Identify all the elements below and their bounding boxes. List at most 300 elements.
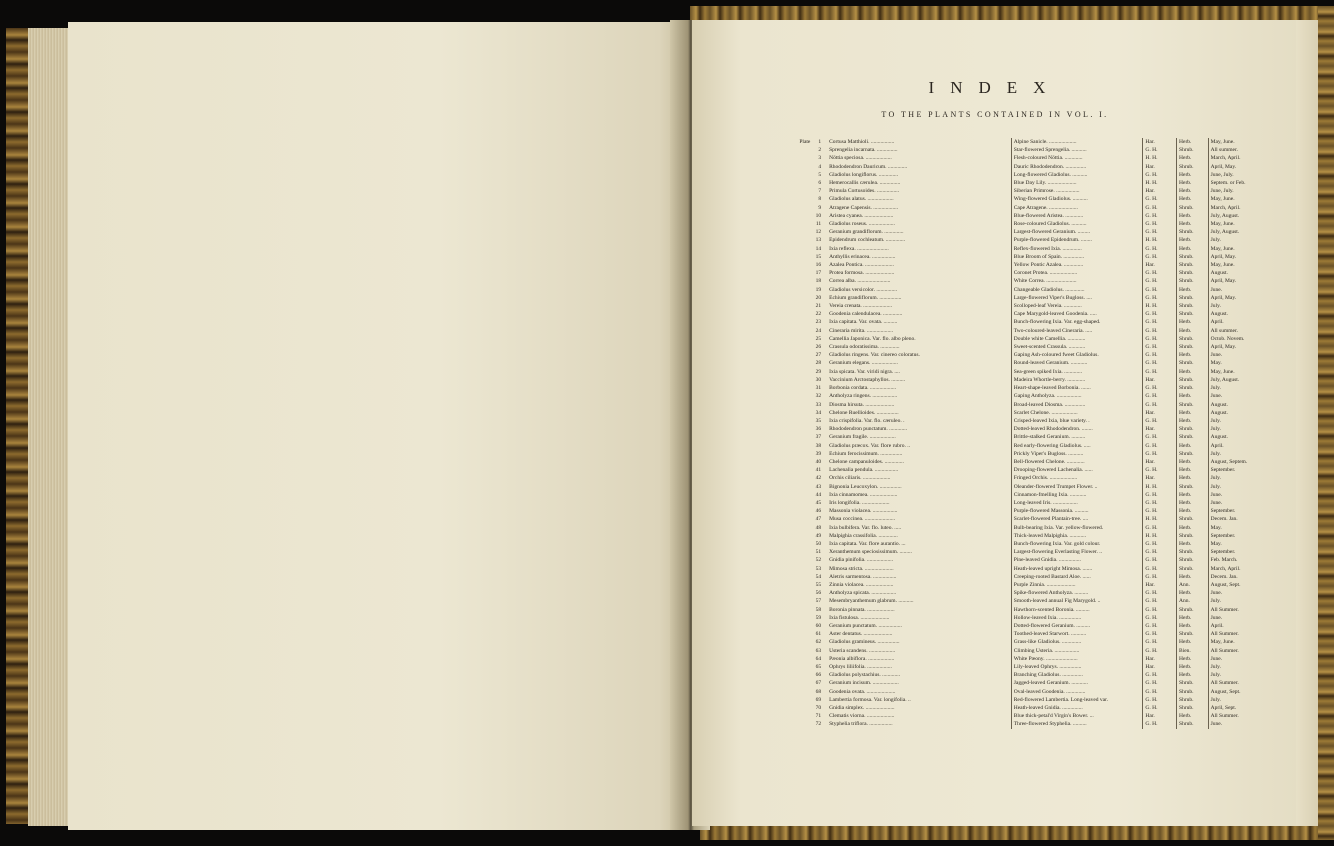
plate-number: 8 [818,196,822,203]
plate-number: 64 [815,655,822,662]
latin-name: Gnidia simplex. ..................... [827,704,1011,712]
latin-name: Musa coccinea. ...................... [827,515,1011,523]
flowering-time: June. [1210,614,1223,621]
plant-habit: Herb. [1177,573,1209,581]
plant-habit: Shrub. [1177,163,1209,171]
index-row [770,524,1274,532]
plate-number: 14 [815,245,822,252]
english-name: Prickly Viper's Bugloss. ........... [1011,450,1143,458]
plant-habit: Shrub. [1177,294,1209,302]
house-type: G. H. [1143,630,1177,638]
plate-number: 18 [815,278,822,285]
house-type: G. H. [1143,368,1177,376]
index-row [770,335,1274,343]
latin-name: Massonia violacea. .................. [827,507,1011,515]
flowering-time: July. [1210,483,1221,490]
plate-number: 61 [815,631,822,638]
plant-habit: Shrub. [1177,335,1209,343]
plant-habit: Shrub. [1177,606,1209,614]
english-name: White Pæony. ....................... [1011,655,1143,663]
english-name: Gaping Ash-coloured fweet Gladiolus. [1011,351,1143,359]
plate-number: 23 [815,319,822,326]
plant-index-body [770,138,1274,729]
flowering-time: April. [1210,319,1224,326]
latin-name: Azalea Pontica. ..................... [827,261,1011,269]
plate-number: 44 [815,491,822,498]
plate-number: 65 [815,664,822,670]
index-row [770,310,1274,318]
flowering-time: All Summer. [1210,647,1239,654]
house-type: H. H. [1143,236,1177,244]
plate-number: 63 [815,647,822,654]
english-name: Branching Gladiolus. ............... [1011,671,1143,679]
plant-habit: Herb. [1177,474,1209,482]
latin-name: Gladiolus alatus. ................... [827,195,1011,203]
latin-name: Vaccinium Arctostaphyllos. .......... [827,376,1011,384]
index-row [770,171,1274,179]
english-name: Brittle-stalked Geranium. .......... [1011,433,1143,441]
plant-habit: Ann. [1177,597,1209,605]
flowering-time: July. [1210,672,1221,679]
plate-number: 26 [815,344,822,351]
english-name: Dotted-flowered Geranium. .......... [1011,622,1143,630]
index-row [770,499,1274,507]
latin-name: Hemerocallis cærulea. ............... [827,179,1011,187]
latin-name: Ixia crispifolia. Var. flo. cæruleo. . [827,417,1011,425]
house-type: G. H. [1143,318,1177,326]
plate-number: 42 [815,475,822,482]
index-title: INDEX [928,78,1062,97]
gilt-spine-left [6,28,28,824]
house-type: G. H. [1143,491,1177,499]
house-type: G. H. [1143,688,1177,696]
house-type: Har. [1143,663,1177,671]
plant-habit: Shrub. [1177,228,1209,236]
latin-name: Aster dentatus. ..................... [827,630,1011,638]
index-row [770,466,1274,474]
english-name: Heath-leaved Gnidia. ............... [1011,704,1143,712]
index-row [770,720,1274,728]
flowering-time: September. [1210,508,1236,515]
plant-habit: Herb. [1177,614,1209,622]
house-type: Har. [1143,655,1177,663]
index-row [770,195,1274,203]
latin-name: Echium grandiflorum. ................ [827,294,1011,302]
latin-name: Atragene Capensis. .................. [827,204,1011,212]
index-row [770,581,1274,589]
english-name: Long-flowered Gladiolus. ........... [1011,171,1143,179]
plate-number: 60 [815,622,822,629]
plant-habit: Herb. [1177,491,1209,499]
latin-name: Chelone campanuloides. .............. [827,458,1011,466]
plant-habit: Herb. [1177,236,1209,244]
house-type: G. H. [1143,638,1177,646]
latin-name: Bignonia Leucoxylon. ................ [827,483,1011,491]
index-row [770,696,1274,704]
english-name: Pine-leaved Gnidia. ................ [1011,556,1143,564]
house-type: G. H. [1143,524,1177,532]
plant-habit: Herb. [1177,318,1209,326]
page-edges [28,28,70,826]
english-name: Oval-leaved Goodenia. .............. [1011,688,1143,696]
flowering-time: June. [1210,655,1223,662]
latin-name: Cineraria mirita. ................... [827,327,1011,335]
plant-habit: Herb. [1177,327,1209,335]
flowering-time: Decem. Jan. [1210,573,1238,580]
plate-number: 32 [815,393,822,400]
index-row [770,515,1274,523]
house-type: G. H. [1143,212,1177,220]
english-name: Blue-flowered Aristea. ............. [1011,212,1143,220]
flowering-time: June. [1210,352,1223,359]
plant-habit: Shrub. [1177,425,1209,433]
latin-name: Ixia capitata. Var. flore aurantio. ... [827,540,1011,548]
latin-name: Pæonia albiflora. ................... [827,655,1011,663]
plant-habit: Herb. [1177,712,1209,720]
latin-name: Ixia cinnamomea. .................... [827,491,1011,499]
index-row [770,663,1274,671]
latin-name: Lachenalia pendula. ................. [827,466,1011,474]
english-name: Fringed Orchis. .................... [1011,474,1143,482]
index-row [770,458,1274,466]
index-row [770,688,1274,696]
flowering-time: March, April. [1210,565,1241,572]
flowering-time: All summer. [1210,327,1238,334]
plant-habit: Herb. [1177,458,1209,466]
index-row [770,712,1274,720]
plate-number: 30 [815,376,822,383]
plate-number: 48 [815,524,822,531]
english-name: Bunch-flowering Ixia. Var. egg-shaped. [1011,318,1143,326]
flowering-time: May, June. [1210,245,1235,252]
flowering-time: July. [1210,664,1221,670]
plate-number: 46 [815,508,822,515]
plate-number: 69 [815,696,822,703]
house-type: Har. [1143,474,1177,482]
flowering-time: June, July. [1210,188,1234,195]
latin-name: Geranium grandiflorum. .............. [827,228,1011,236]
plant-habit: Herb. [1177,663,1209,671]
index-row [770,556,1274,564]
house-type: H. H. [1143,302,1177,310]
english-name: Dauric Rhododendron. ............... [1011,163,1143,171]
plant-habit: Shrub. [1177,302,1209,310]
plant-habit: Herb. [1177,507,1209,515]
flowering-time: March, April. [1210,155,1241,162]
plate-number: 43 [815,483,822,490]
latin-name: Vereia crenata. ..................... [827,302,1011,310]
latin-name: Aristea cyanea. ..................... [827,212,1011,220]
index-row [770,351,1274,359]
index-row [770,163,1274,171]
flowering-time: May, June. [1210,639,1235,646]
english-name: Dotted-leaved Rhododendron. ........ [1011,425,1143,433]
house-type: Har. [1143,409,1177,417]
english-name: Blue thick-petal'd Virgin's Bower. ... [1011,712,1143,720]
plate-number: 13 [815,237,822,244]
plate-number: 58 [815,606,822,613]
house-type: G. H. [1143,540,1177,548]
plant-habit: Shrub. [1177,556,1209,564]
plate-number: 21 [815,303,822,310]
latin-name: Gladiolus versicolor. ............... [827,286,1011,294]
index-row [770,146,1274,154]
english-name: Purple Zinnia. ..................... [1011,581,1143,589]
plate-number: 5 [818,171,822,178]
index-row [770,228,1274,236]
flowering-time: May, June. [1210,368,1235,375]
index-row [770,671,1274,679]
plate-number: 55 [815,581,822,588]
house-type: Har. [1143,712,1177,720]
index-row [770,433,1274,441]
index-row [770,401,1274,409]
plant-habit: Herb. [1177,499,1209,507]
index-row [770,622,1274,630]
flowering-time: May. [1210,540,1222,547]
plate-number: 35 [815,417,822,424]
house-type: H. H. [1143,532,1177,540]
latin-name: Ixia spicata. Var. viridi nigra. .... [827,368,1011,376]
flowering-time: August. [1210,270,1228,277]
plant-habit: Shrub. [1177,253,1209,261]
plate-number: 68 [815,688,822,695]
plant-habit: Shrub. [1177,310,1209,318]
latin-name: Iris longifolia. .................... [827,499,1011,507]
english-name: Rose-coloured Gladiolus. ........... [1011,220,1143,228]
flowering-time: September. [1210,549,1236,556]
index-row [770,318,1274,326]
index-row [770,269,1274,277]
plant-habit: Ann. [1177,581,1209,589]
latin-name: Orchis ciliaris. .................... [827,474,1011,482]
plate-number: 25 [815,335,822,342]
english-name: Purple-flowered Massonia. .......... [1011,507,1143,515]
index-row [770,277,1274,285]
english-name: Climbing Usteria. .................. [1011,647,1143,655]
plate-number: 50 [815,540,822,547]
plant-habit: Shrub. [1177,261,1209,269]
index-row [770,245,1274,253]
house-type: G. H. [1143,622,1177,630]
latin-name: Ixia capitata. Var. ovata. .......... [827,318,1011,326]
gilt-border-bottom [700,826,1334,840]
latin-name: Geranium elegans. ................... [827,359,1011,367]
latin-name: Geranium fragile. ................... [827,433,1011,441]
english-name: Yellow Pontic Azalea. .............. [1011,261,1143,269]
flowering-time: All Summer. [1210,680,1239,687]
latin-name: Ixia bulbifera. Var. flo. luteo. ..... [827,524,1011,532]
index-row [770,647,1274,655]
plant-habit: Herb. [1177,138,1209,146]
flowering-time: April, Sept. [1210,705,1237,712]
plate-number: 47 [815,516,822,523]
house-type: G. H. [1143,565,1177,573]
english-name: Scolloped-leaf Vereia. ............. [1011,302,1143,310]
house-type: G. H. [1143,228,1177,236]
plant-habit: Shrub. [1177,277,1209,285]
index-row [770,606,1274,614]
latin-name: Boronia pinnata. .................... [827,606,1011,614]
latin-name: Nöttia speciosa. ................... [827,154,1011,162]
flowering-time: August. [1210,401,1228,408]
latin-name: Antholyza spicata. .................. [827,589,1011,597]
plate-number: 57 [815,598,822,605]
house-type: G. H. [1143,220,1177,228]
english-name: Two-coloured-leaved Cineraria. ..... [1011,327,1143,335]
plant-habit: Shrub. [1177,679,1209,687]
flowering-time: June. [1210,286,1223,293]
plate-number: 12 [815,229,822,236]
index-row [770,532,1274,540]
index-row [770,343,1274,351]
plant-habit: Herb. [1177,622,1209,630]
plate-number: 10 [815,212,822,219]
flowering-time: April, May. [1210,278,1237,285]
house-type: Har. [1143,163,1177,171]
flowering-time: May, June. [1210,196,1235,203]
flowering-time: September. [1210,532,1236,539]
english-name: Star-flowered Sprengelia. ........... [1011,146,1143,154]
plant-habit: Shrub. [1177,401,1209,409]
english-name: Bell-flowered Chelone. ............. [1011,458,1143,466]
house-type: G. H. [1143,277,1177,285]
latin-name: Rhododendron punctatum. ............. [827,425,1011,433]
latin-name: Styphelia triflora. ................. [827,720,1011,728]
flowering-time: July. [1210,426,1221,433]
plant-habit: Herb. [1177,368,1209,376]
plate-number: 34 [815,409,822,416]
plant-habit: Herb. [1177,638,1209,646]
english-name: Toothed-leaved Starwort. ........... [1011,630,1143,638]
plate-number: 37 [815,434,822,441]
english-name: Hollow-leaved Ixia. ................ [1011,614,1143,622]
flowering-time: June. [1210,590,1223,597]
index-row [770,187,1274,195]
plate-number: 15 [815,253,822,260]
index-row [770,261,1274,269]
index-row [770,212,1274,220]
house-type: G. H. [1143,294,1177,302]
english-name: Alpine Sanicle. .................... [1011,138,1143,146]
plant-habit: Shrub. [1177,450,1209,458]
index-row [770,507,1274,515]
plate-number: 45 [815,499,822,506]
house-type: G. H. [1143,417,1177,425]
latin-name: Diosma hirsuta. ..................... [827,401,1011,409]
latin-name: Gladiolus ringens. Var. cinereo coloratus. [827,351,1011,359]
flowering-time: August, Septem. [1210,458,1248,465]
index-row [770,483,1274,491]
plant-habit: Herb. [1177,220,1209,228]
plant-habit: Herb. [1177,187,1209,195]
house-type: G. H. [1143,671,1177,679]
house-type: G. H. [1143,720,1177,728]
plate-number: 49 [815,532,822,539]
flowering-time: July. [1210,385,1221,392]
house-type: G. H. [1143,679,1177,687]
plant-habit: Shrub. [1177,515,1209,523]
english-name: Scarlet Chelone. ................... [1011,409,1143,417]
plant-habit: Herb. [1177,442,1209,450]
english-name: Red early-flowering Gladiolus. ..... [1011,442,1143,450]
plant-habit: Herb. [1177,466,1209,474]
plant-habit: Shrub. [1177,630,1209,638]
house-type: G. H. [1143,401,1177,409]
flowering-time: April, May. [1210,294,1237,301]
house-type: G. H. [1143,450,1177,458]
house-type: H. H. [1143,154,1177,162]
index-row [770,540,1274,548]
flowering-time: July, August. [1210,229,1240,236]
house-type: G. H. [1143,433,1177,441]
flowering-time: June. [1210,393,1223,400]
house-type: G. H. [1143,499,1177,507]
latin-name: Ophrys liliifolia. .................. [827,663,1011,671]
latin-name: Mesembryanthemum glabrum. ........... [827,597,1011,605]
plate-number: 39 [815,450,822,457]
flowering-time: May. [1210,524,1222,531]
latin-name: Anthyllis erinacea. ................. [827,253,1011,261]
plate-number: 17 [815,270,822,277]
latin-name: Echium ferocissimum. ................ [827,450,1011,458]
english-name: Wing-flowered Gladiolus. ........... [1011,195,1143,203]
english-name: Coronet Protea. .................... [1011,269,1143,277]
plant-index-table [770,138,1274,729]
english-name: Sea-green spiked Ixia. ............. [1011,368,1143,376]
index-row [770,359,1274,367]
plant-habit: Shrub. [1177,696,1209,704]
right-page-edge [1296,20,1318,826]
plate-number: 56 [815,590,822,597]
plant-habit: Herb. [1177,154,1209,162]
latin-name: Aletris sarmentosa. ................. [827,573,1011,581]
flowering-time: July. [1210,475,1221,482]
index-subtitle: TO THE PLANTS CONTAINED IN VOL. I. [881,110,1109,119]
flowering-time: July, August. [1210,212,1240,219]
flowering-time: Septem. or Feb. [1210,180,1246,187]
flowering-time: July. [1210,450,1221,457]
plate-number: 59 [815,614,822,621]
latin-name: Gnidia pinifolia. ................... [827,556,1011,564]
english-name: Crisped-leaved Ixia, blue variety. . [1011,417,1143,425]
plant-habit: Herb. [1177,392,1209,400]
english-name: Heath-leaved upright Mimosa. ....... [1011,565,1143,573]
latin-name: Epidendrum cochleatum. .............. [827,236,1011,244]
latin-name: Gladiolus longiflorus. .............. [827,171,1011,179]
index-row [770,376,1274,384]
plate-number: 52 [815,557,822,564]
index-row [770,327,1274,335]
latin-name: Antholyza ringens. .................. [827,392,1011,400]
plant-habit: Herb. [1177,245,1209,253]
english-name: Purple-flowered Epidendrum. ........ [1011,236,1143,244]
plant-habit: Shrub. [1177,704,1209,712]
plant-habit: Herb. [1177,655,1209,663]
english-name: Sweet-scented Crassula. ............ [1011,343,1143,351]
plant-habit: Shrub. [1177,433,1209,441]
flowering-time: Decem. Jan. [1210,516,1238,523]
index-row [770,679,1274,687]
latin-name: Zinnia violacea. .................... [827,581,1011,589]
index-row [770,204,1274,212]
plate-number: 2 [818,147,822,154]
house-type: G. H. [1143,359,1177,367]
flowering-time: All Summer. [1210,713,1239,720]
house-type: Har. [1143,187,1177,195]
plate-number: 72 [815,721,822,728]
plant-habit: Shrub. [1177,384,1209,392]
